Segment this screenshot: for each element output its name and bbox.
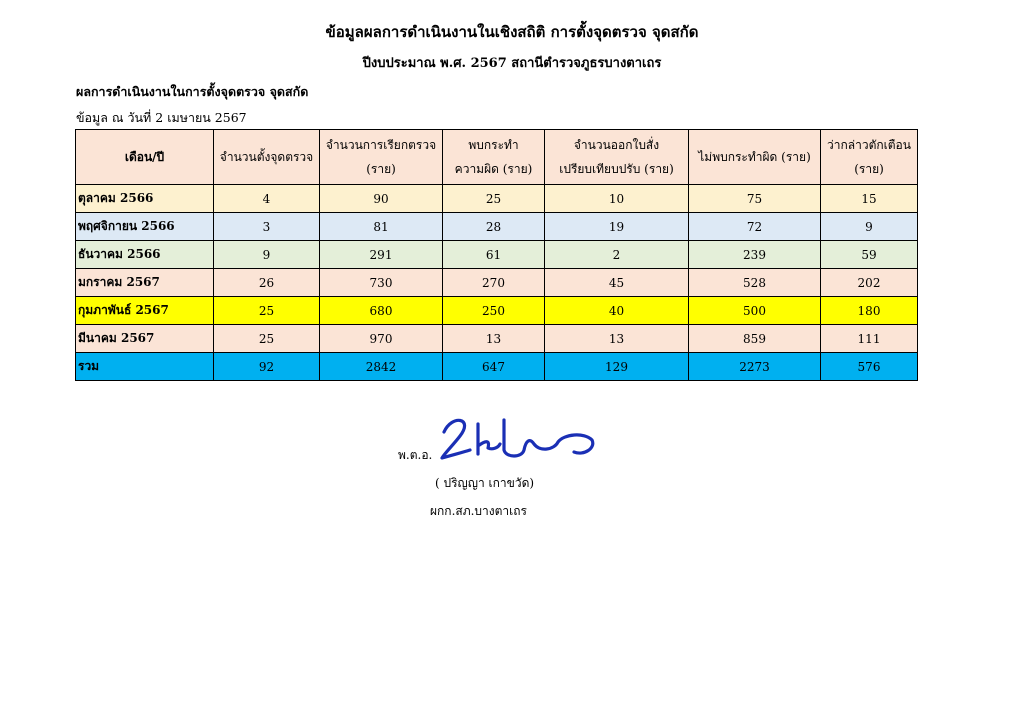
document-subtitle: ปีงบประมาณ พ.ศ. 2567 สถานีตำรวจภูธรบางตาเถร <box>362 56 662 71</box>
cell-tickets: 45 <box>545 269 689 297</box>
cell-tickets: 10 <box>545 185 689 213</box>
cell-checkpoints: 9 <box>214 241 320 269</box>
table-row <box>76 353 918 381</box>
column-header-no-offense: ไม่พบกระทำผิด (ราย) <box>689 130 821 185</box>
row-month: มกราคม 2567 <box>76 269 214 297</box>
cell-inspected: 970 <box>320 325 443 353</box>
cell-checkpoints: 26 <box>214 269 320 297</box>
handwritten-signature <box>434 410 604 476</box>
cell-offenses: 28 <box>443 213 545 241</box>
table-row <box>76 185 918 213</box>
table-row <box>76 241 918 269</box>
cell-tickets: 19 <box>545 213 689 241</box>
column-header-inspected: จำนวนการเรียกตรวจ (ราย) <box>320 130 443 185</box>
cell-offenses: 647 <box>443 353 545 381</box>
signatory-position: ผกก.สภ.บางตาเถร <box>430 504 527 518</box>
cell-no-offense: 72 <box>689 213 821 241</box>
table-row <box>76 269 918 297</box>
column-header-offenses: พบกระทำ ความผิด (ราย) <box>443 130 545 185</box>
row-month: ธันวาคม 2566 <box>76 241 214 269</box>
cell-checkpoints: 25 <box>214 297 320 325</box>
cell-checkpoints: 92 <box>214 353 320 381</box>
column-header-month: เดือน/ปี <box>76 130 214 185</box>
cell-inspected: 90 <box>320 185 443 213</box>
cell-no-offense: 500 <box>689 297 821 325</box>
cell-no-offense: 2273 <box>689 353 821 381</box>
cell-checkpoints: 25 <box>214 325 320 353</box>
cell-warnings: 15 <box>821 185 918 213</box>
cell-offenses: 25 <box>443 185 545 213</box>
document-title: ข้อมูลผลการดำเนินงานในเชิงสถิติ การตั้งจุดตรวจ จุดสกัด <box>325 23 699 41</box>
row-month: ตุลาคม 2566 <box>76 185 214 213</box>
data-date: ข้อมูล ณ วันที่ 2 เมษายน 2567 <box>76 110 247 125</box>
cell-inspected: 81 <box>320 213 443 241</box>
cell-tickets: 40 <box>545 297 689 325</box>
table-row <box>76 325 918 353</box>
row-month: รวม <box>76 353 214 381</box>
cell-warnings: 111 <box>821 325 918 353</box>
cell-warnings: 59 <box>821 241 918 269</box>
cell-tickets: 2 <box>545 241 689 269</box>
cell-tickets: 129 <box>545 353 689 381</box>
cell-no-offense: 75 <box>689 185 821 213</box>
column-header-checkpoints: จำนวนตั้งจุดตรวจ <box>214 130 320 185</box>
cell-tickets: 13 <box>545 325 689 353</box>
row-month: พฤศจิกายน 2566 <box>76 213 214 241</box>
signature-rank: พ.ต.อ. <box>398 448 433 462</box>
cell-offenses: 61 <box>443 241 545 269</box>
table-row <box>76 213 918 241</box>
statistics-table <box>75 129 918 381</box>
cell-warnings: 202 <box>821 269 918 297</box>
cell-inspected: 2842 <box>320 353 443 381</box>
cell-offenses: 250 <box>443 297 545 325</box>
cell-checkpoints: 3 <box>214 213 320 241</box>
cell-warnings: 180 <box>821 297 918 325</box>
section-title: ผลการดำเนินงานในการตั้งจุดตรวจ จุดสกัด <box>76 84 309 99</box>
column-header-tickets: จำนวนออกใบสั่ง เปรียบเทียบปรับ (ราย) <box>545 130 689 185</box>
cell-offenses: 270 <box>443 269 545 297</box>
table-row <box>76 297 918 325</box>
cell-warnings: 9 <box>821 213 918 241</box>
row-month: มีนาคม 2567 <box>76 325 214 353</box>
column-header-warnings: ว่ากล่าวตักเตือน (ราย) <box>821 130 918 185</box>
signatory-name: ( ปริญญา เกาขวัด) <box>435 476 535 490</box>
cell-inspected: 730 <box>320 269 443 297</box>
cell-warnings: 576 <box>821 353 918 381</box>
cell-checkpoints: 4 <box>214 185 320 213</box>
cell-no-offense: 239 <box>689 241 821 269</box>
row-month: กุมภาพันธ์ 2567 <box>76 297 214 325</box>
cell-no-offense: 859 <box>689 325 821 353</box>
cell-offenses: 13 <box>443 325 545 353</box>
cell-inspected: 680 <box>320 297 443 325</box>
cell-inspected: 291 <box>320 241 443 269</box>
table-header-row <box>76 130 918 185</box>
cell-no-offense: 528 <box>689 269 821 297</box>
